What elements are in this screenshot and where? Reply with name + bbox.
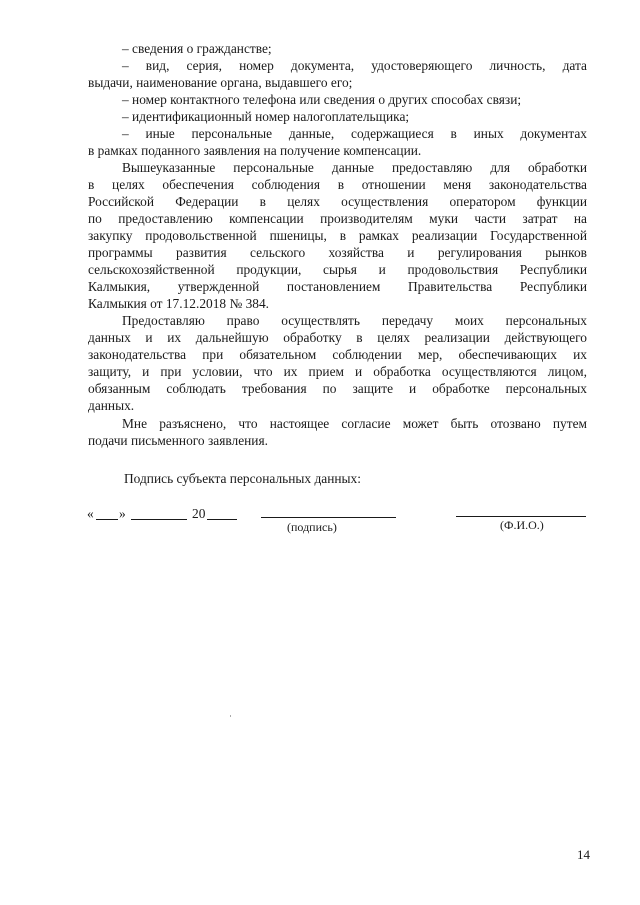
- text-line: Калмыкия, утвержденной постановлением Правительства Республики: [88, 279, 587, 294]
- year-blank: [207, 519, 237, 520]
- scan-speck: [230, 715, 231, 717]
- text-line: в рамках поданного заявления на получение компенсации.: [88, 143, 422, 158]
- text-line: – иные персональные данные, содержащиеся в иных документах: [122, 126, 587, 141]
- text-line: по предоставлению компенсации производителям муки части затрат на: [88, 211, 587, 226]
- text-line: данных.: [88, 398, 135, 413]
- signature-line: [261, 517, 396, 518]
- signature-label: Подпись субъекта персональных данных:: [124, 471, 361, 486]
- text-line: данных и их дальнейшую обработку в целях реализации действующего: [88, 330, 587, 345]
- day-blank: [96, 519, 118, 520]
- page-number: 14: [577, 847, 590, 862]
- name-line: [456, 516, 586, 517]
- text-line: закупку продовольственной пшеницы, в рамках реализации Государственной: [88, 228, 587, 243]
- text-line: программы развития сельского хозяйства и регулирования рынков: [88, 245, 587, 260]
- text-line: Предоставляю право осуществлять передачу моих персональных: [122, 313, 587, 328]
- text-line: – вид, серия, номер документа, удостоверяющего личность, дата: [122, 58, 587, 73]
- name-caption: (Ф.И.О.): [500, 518, 544, 532]
- text-line: выдачи, наименование органа, выдавшего его;: [88, 75, 353, 90]
- year-prefix: 20: [192, 506, 206, 521]
- text-line: Калмыкия от 17.12.2018 № 384.: [88, 296, 270, 311]
- text-line: Российской Федерации в целях осуществления оператором функции: [88, 194, 587, 209]
- text-line: Вышеуказанные персональные данные предоставляю для обработки: [122, 160, 587, 175]
- text-line: подачи письменного заявления.: [88, 433, 268, 448]
- signature-caption: (подпись): [287, 520, 337, 534]
- text-line: законодательства при обязательном соблюдении мер, обеспечивающих их: [88, 347, 587, 362]
- text-line: – сведения о гражданстве;: [122, 41, 272, 56]
- text-line: обязанным соблюдать требования по защите и обработке персональных: [88, 381, 587, 396]
- text-line: в целях обеспечения соблюдения в отношении меня законодательства: [88, 177, 587, 192]
- date-close-quote: »: [119, 506, 126, 521]
- month-blank: [131, 519, 187, 520]
- text-line: Мне разъяснено, что настоящее согласие может быть отозвано путем: [122, 416, 587, 431]
- text-line: – номер контактного телефона или сведения о других способах связи;: [122, 92, 522, 107]
- text-line: защиту, и при условии, что их прием и обработка осуществляются лицом,: [88, 364, 587, 379]
- text-line: сельскохозяйственной продукции, сырья и продовольствия Республики: [88, 262, 587, 277]
- date-open-quote: «: [87, 506, 94, 521]
- text-line: – идентификационный номер налогоплательщика;: [122, 109, 410, 124]
